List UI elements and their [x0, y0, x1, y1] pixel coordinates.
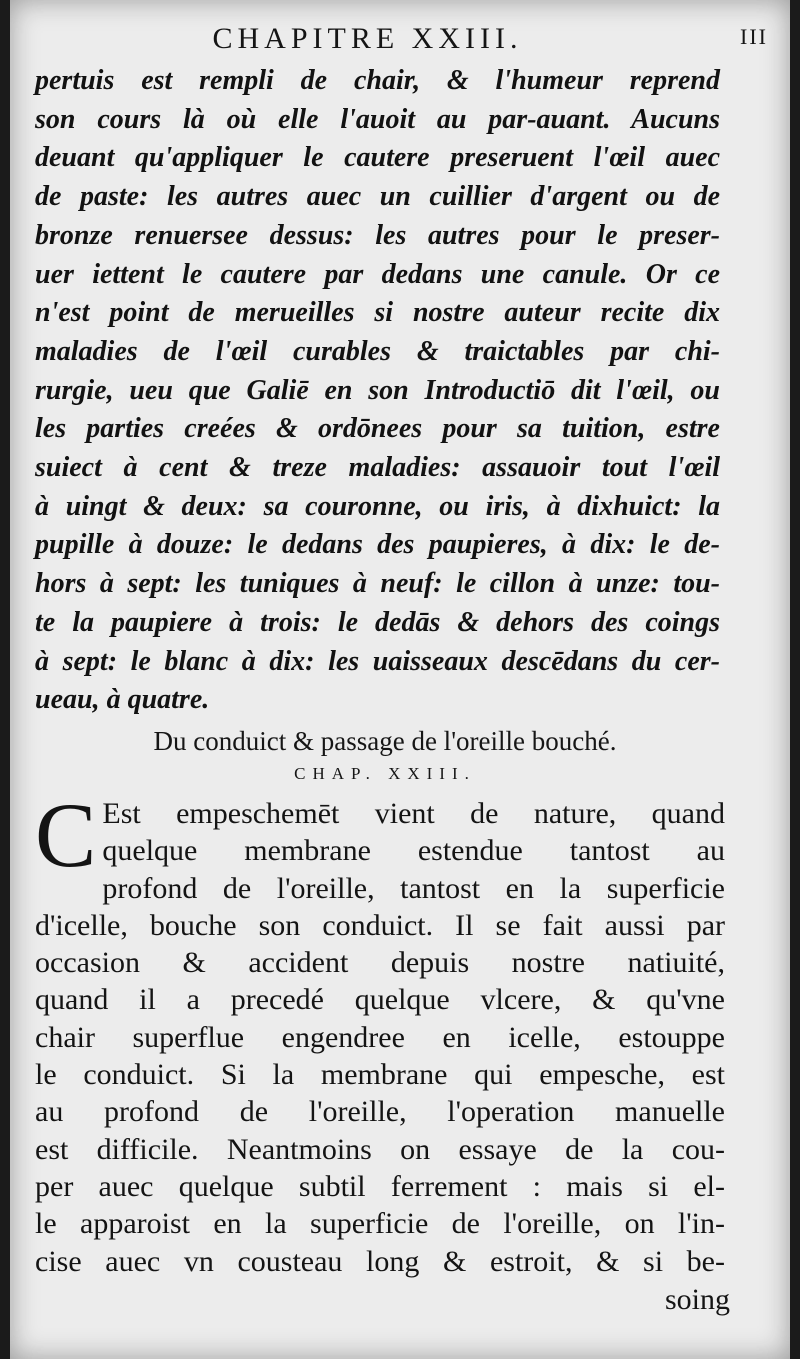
- text-line: pupille à douze: le dedans des paupieres, à dix: le de-: [35, 529, 720, 561]
- text-line: profond de l'oreille, tantost en la superficie: [102, 871, 725, 905]
- text-line: à uingt & deux: sa couronne, ou iris, à dixhuict: la: [35, 490, 720, 522]
- text-line: le conduict. Si la membrane qui empesche, est: [35, 1058, 725, 1092]
- drop-cap: C: [35, 784, 97, 886]
- text-line: uer iettent le cautere par dedans une canule. Or ce: [35, 258, 720, 290]
- italic-commentary-block: [35, 62, 720, 720]
- text-line: les parties creées & ordōnees pour sa tuition, estre: [35, 413, 720, 445]
- catchword: soing: [664, 1283, 730, 1316]
- text-line: cise auec vn cousteau long & estroit, & si be-: [35, 1244, 725, 1278]
- page-number: III: [740, 24, 768, 49]
- text-line: pertuis est rempli de chair, & l'humeur reprend: [35, 65, 720, 96]
- text-line: le apparoist en la superficie de l'oreille, on l'in-: [35, 1207, 725, 1241]
- text-line: de paste: les autres auec un cuillier d'argent ou de: [35, 181, 720, 213]
- chapter-heading: Du conduict & passage de l'oreille bouché.: [153, 726, 617, 756]
- text-line: quand il a precedé quelque vlcere, & qu'vne: [35, 983, 725, 1017]
- chapter-body: [35, 784, 725, 1280]
- text-line: chair superflue engendree en icelle, estouppe: [35, 1020, 725, 1054]
- text-line: hors à sept: les tuniques à neuf: le cillon à unze: tou-: [35, 568, 720, 600]
- text-line: occasion & accident depuis nostre natiuité,: [35, 946, 725, 980]
- text-line: son cours là où elle l'auoit au par-auant. Aucuns: [35, 103, 720, 135]
- text-line: bronze renuersee dessus: les autres pour le preser-: [35, 219, 720, 251]
- text-line: per auec quelque subtil ferrement : mais si el-: [35, 1169, 725, 1203]
- text-line: d'icelle, bouche son conduict. Il se fait aussi par: [35, 908, 725, 942]
- text-line: te la paupiere à trois: le dedās & dehors des coings: [35, 606, 720, 638]
- text-line: Est empeschemēt vient de nature, quand: [102, 797, 725, 830]
- text-line: deuant qu'appliquer le cautere preseruent l'œil auec: [35, 142, 720, 174]
- chapter-number: CHAP. XXIII.: [294, 764, 476, 783]
- text-line: rurgie, ueu que Galiē en son Introductiō dit l'œil, ou: [35, 374, 720, 406]
- text-line: quelque membrane estendue tantost au: [102, 834, 725, 868]
- text-line: suiect à cent & treze maladies: assauoir tout l'œil: [35, 452, 720, 484]
- text-line: ueau, à quatre.: [35, 684, 210, 716]
- text-line: à sept: le blanc à dix: les uaisseaux descēdans du cer-: [35, 645, 720, 677]
- page-header: [10, 20, 790, 60]
- text-line: au profond de l'oreille, l'operation manuelle: [35, 1095, 725, 1129]
- text-line: maladies de l'œil curables & traictables par chi-: [35, 335, 720, 367]
- text-line: est difficile. Neantmoins on essaye de la cou-: [35, 1132, 725, 1166]
- text-line: n'est point de merueilles si nostre auteur recite dix: [35, 297, 720, 329]
- running-title: CHAPITRE XXIII.: [212, 22, 523, 55]
- book-page: [10, 0, 790, 1359]
